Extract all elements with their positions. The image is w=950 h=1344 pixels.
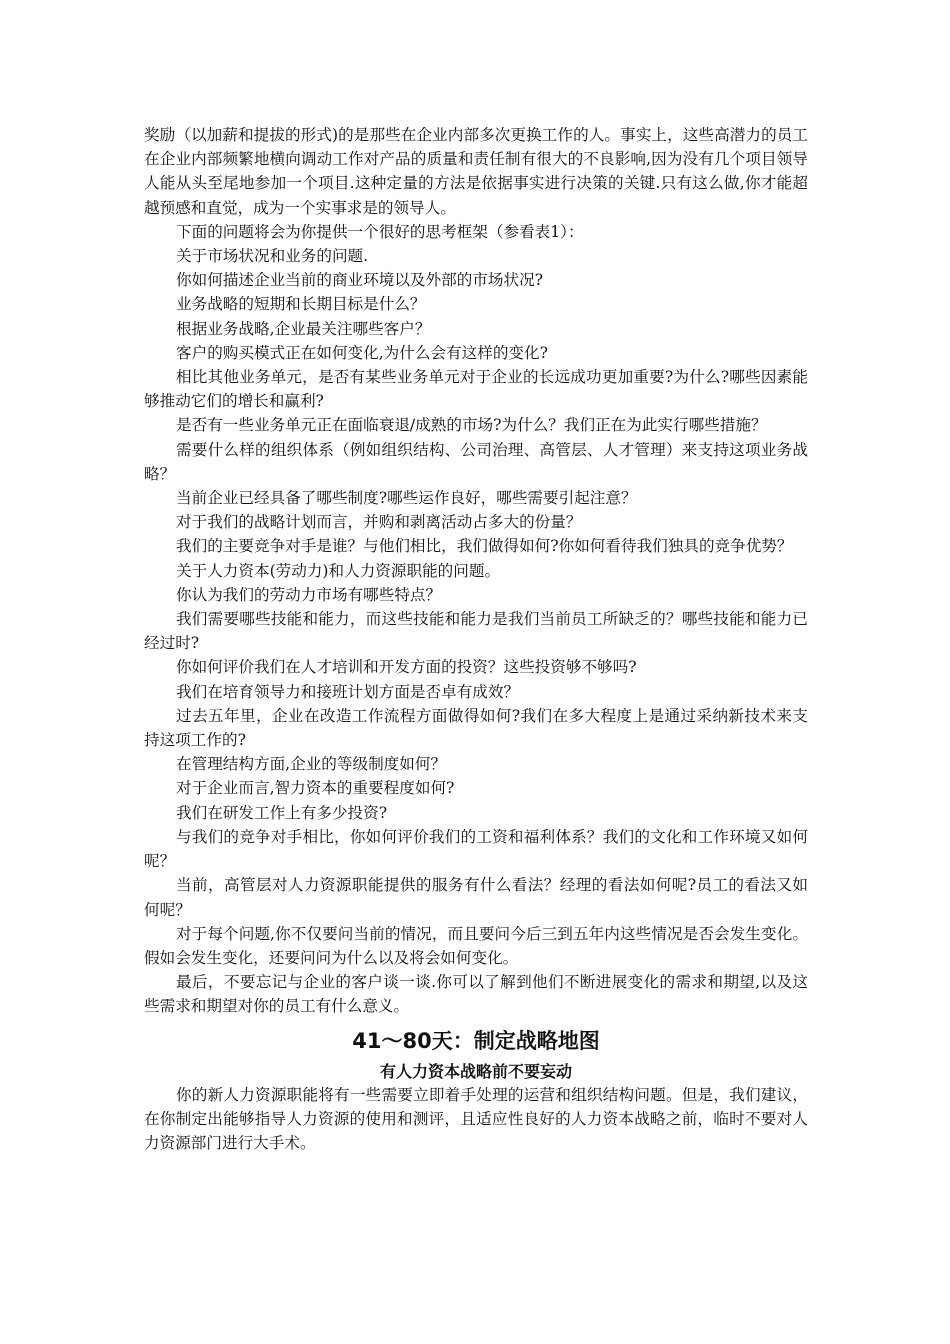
paragraph: 关于人力资本(劳动力)和人力资源职能的问题。 (176, 561, 501, 580)
paragraph: 根据业务战略,企业最关注哪些客户？ (176, 319, 431, 338)
paragraph: 关于市场状况和业务的问题. (176, 247, 369, 266)
section-heading: 41～80天：制定战略地图 (352, 1028, 600, 1053)
paragraph: 对于每个问题,你不仅要问当前的情况，而且要问今后三到五年内这些情况是否会发生变化。假如会发生变化，还要问问为什么以及将会如何变化。 (144, 924, 808, 967)
document-page (144, 123, 808, 1155)
paragraph: 最后，不要忘记与企业的客户谈一谈.你可以了解到他们不断进展变化的需求和期望,以及这些需求和期望对你的员工有什么意义。 (144, 973, 808, 1016)
paragraph: 下面的问题将会为你提供一个很好的思考框架（参看表1）： (176, 222, 584, 241)
final-paragraph: 你的新人力资源职能将有一些需要立即着手处理的运营和组织结构问题。但是，我们建议，在你制定出能够指导人力资源的使用和测评，且适应性良好的人力资本战略之前，临时不要对人力资源部门进行大手术。 (144, 1085, 808, 1152)
subsection-heading: 有人力资本战略前不要妄动 (379, 1061, 572, 1081)
paragraph: 你如何描述企业当前的商业环境以及外部的市场状况? (176, 271, 544, 290)
paragraph: 相比其他业务单元，是否有某些业务单元对于企业的长远成功更加重要?为什么?哪些因素能够推动它们的增长和赢利? (144, 368, 808, 411)
paragraph: 客户的购买模式正在如何变化,为什么会有这样的变化? (176, 343, 548, 362)
paragraph: 奖励（以加薪和提拔的形式)的是那些在企业内部多次更换工作的人。事实上，这些高潜力的员工在企业内部频繁地横向调动工作对产品的质量和责任制有很大的不良影响,因为没有几个项目领导人能从头至尾地参加一个项目.这种定量的方法是依据事实进行决策的关键.只有这么做,你才能超越预感和直觉，成为一个实事求是的领导人。 (144, 126, 808, 217)
paragraph: 当前企业已经具备了哪些制度?哪些运作良好，哪些需要引起注意？ (176, 489, 637, 508)
body-text (144, 123, 808, 1019)
paragraph: 过去五年里，企业在改造工作流程方面做得如何?我们在多大程度上是通过采纳新技术来支持这项工作的? (144, 706, 808, 750)
paragraph: 业务战略的短期和长期目标是什么？ (176, 295, 426, 314)
paragraph: 是否有一些业务单元正在面临衰退/成熟的市场?为什么？我们正在为此实行哪些措施？ (176, 416, 767, 435)
paragraph: 当前，高管层对人力资源职能提供的服务有什么看法？经理的看法如何呢?员工的看法又如何呢？ (144, 876, 808, 919)
paragraph: 对于我们的战略计划而言，并购和剥离活动占多大的份量？ (176, 513, 582, 532)
paragraph: 我们需要哪些技能和能力，而这些技能和能力是我们当前员工所缺乏的？哪些技能和能力已经过时? (144, 610, 808, 653)
paragraph: 我们在培育领导力和接班计划方面是否卓有成效？ (176, 682, 520, 701)
paragraph: 与我们的竞争对手相比，你如何评价我们的工资和福利体系？我们的文化和工作环境又如何呢？ (144, 827, 808, 871)
paragraph: 我们在研发工作上有多少投资? (176, 803, 388, 822)
paragraph: 在管理结构方面,企业的等级制度如何？ (176, 755, 447, 774)
paragraph: 我们的主要竞争对手是谁？与他们相比，我们做得如何?你如何看待我们独具的竞争优势？ (176, 537, 793, 556)
paragraph: 对于企业而言,智力资本的重要程度如何? (176, 779, 455, 798)
paragraph: 你如何评价我们在人才培训和开发方面的投资？这些投资够不够吗? (176, 658, 637, 677)
paragraph: 需要什么样的组织体系（例如组织结构、公司治理、高管层、人才管理）来支持这项业务战略？ (144, 440, 808, 483)
paragraph: 你认为我们的劳动力市场有哪些特点？ (176, 585, 442, 604)
